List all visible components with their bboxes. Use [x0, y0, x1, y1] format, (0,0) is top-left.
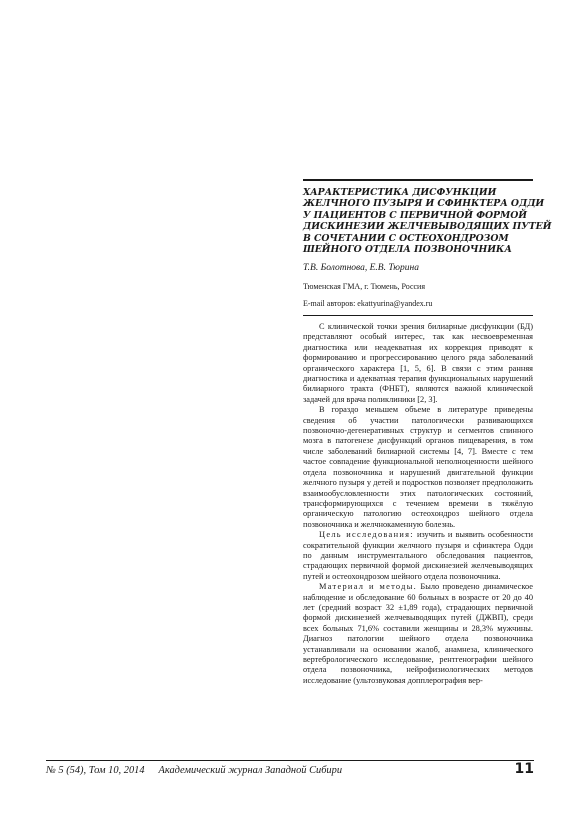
title-top-rule — [303, 179, 533, 181]
paragraph-literature: В гораздо меньшем объеме в литературе приведены сведения об участии патологически развивающихся позвоночно-дегенеративных структур и сегментов спинного мозга в патогенезе дисфункций органов пищеварения, в том числе заболеваний билиарной системы [4, 7]. Вместе с тем частое совпадение функциональной неполноценности шейного отдела позвоночника и нарушений двигательной функции желчного пузыря у детей и подростков позволяет предположить взаимообусловленности этих патологических состояний, трансформирующихся с течением времени в тяжёлую органическую патологию остеохондроз шейного отдела позвоночника и желчнокаменную болезнь. — [303, 405, 533, 529]
journal-footer — [46, 765, 342, 777]
aim-text: изучить и выявить особенности сократительной функции желчного пузыря и сфинктера Одди по данным инструментального обследования пациентов, страдающих первичной формой дискинезией желчевыводящих путей и остеохондрозом шейного отдела позвоночника. — [303, 530, 533, 581]
header-divider — [303, 315, 533, 316]
title-line: ЖЕЛЧНОГО ПУЗЫРЯ И СФИНКТЕРА ОДДИ — [303, 198, 545, 210]
title-line: В СОЧЕТАНИИ С ОСТЕОХОНДРОЗОМ — [303, 232, 509, 244]
title-line: ДИСКИНЕЗИИ ЖЕЛЧЕВЫВОДЯЩИХ ПУТЕЙ — [303, 221, 552, 233]
affiliation: Тюменская ГМА, г. Тюмень, Россия — [303, 282, 426, 291]
paragraph-methods — [303, 582, 533, 686]
authors: Т.В. Болотнова, Е.В. Тюрина — [303, 263, 419, 273]
article-body — [303, 322, 533, 686]
page-number: 11 — [514, 761, 534, 777]
methods-text: Было проведено динамическое наблюдение и обследование 60 больных в возрасте от 20 до 40 лет (средний возраст 32 ±1,89 года), страдающих первичной формой дискинезией желчевыводящих путей (ДЖВП), среди всех больных 71,6% составили женщины и 28,3% мужчины. Диагноз патологии шейного отдела позвоночника устанавливали на основании жалоб, анамнеза, клинического вертебрологического исследование, рентгенографии шейного отдела позвоночника, нейрофизиологических методов исследование (ультозвуковая допплерография вер- — [303, 582, 533, 685]
author-email: E-mail авторов: ekattyurina@yandex.ru — [303, 299, 433, 308]
footer-rule — [46, 760, 534, 761]
volume-number: Том 10, — [88, 765, 122, 776]
article-title — [303, 187, 552, 256]
paragraph-intro: С клинической точки зрения билиарные дисфункции (БД) представляют особый интерес, так как несвоевременная диагностика или неадекватная их коррекция приводят к формированию и прогрессированию целого ряда заболеваний органического характера [1, 5, 6]. В связи с этим ранняя диагностика и адекватная терапия функциональных нарушений билиарного тракта (ФНБТ), являются важной клинической задачей для врача поликлиники [2, 3]. — [303, 322, 533, 404]
methods-heading: Материал и методы. — [319, 582, 417, 592]
paragraph-aim — [303, 530, 533, 582]
aim-heading: Цель исследования: — [319, 530, 414, 540]
title-line: ШЕЙНОГО ОТДЕЛА ПОЗВОНОЧНИКА — [303, 244, 512, 256]
journal-name: Академический журнал Западной Сибири — [158, 765, 343, 776]
year: 2014 — [123, 765, 145, 776]
title-line: У ПАЦИЕНТОВ С ПЕРВИЧНОЙ ФОРМОЙ — [303, 209, 527, 221]
title-line: ХАРАКТЕРИСТИКА ДИСФУНКЦИИ — [303, 187, 497, 198]
issue-number: № 5 (54), — [46, 765, 87, 776]
